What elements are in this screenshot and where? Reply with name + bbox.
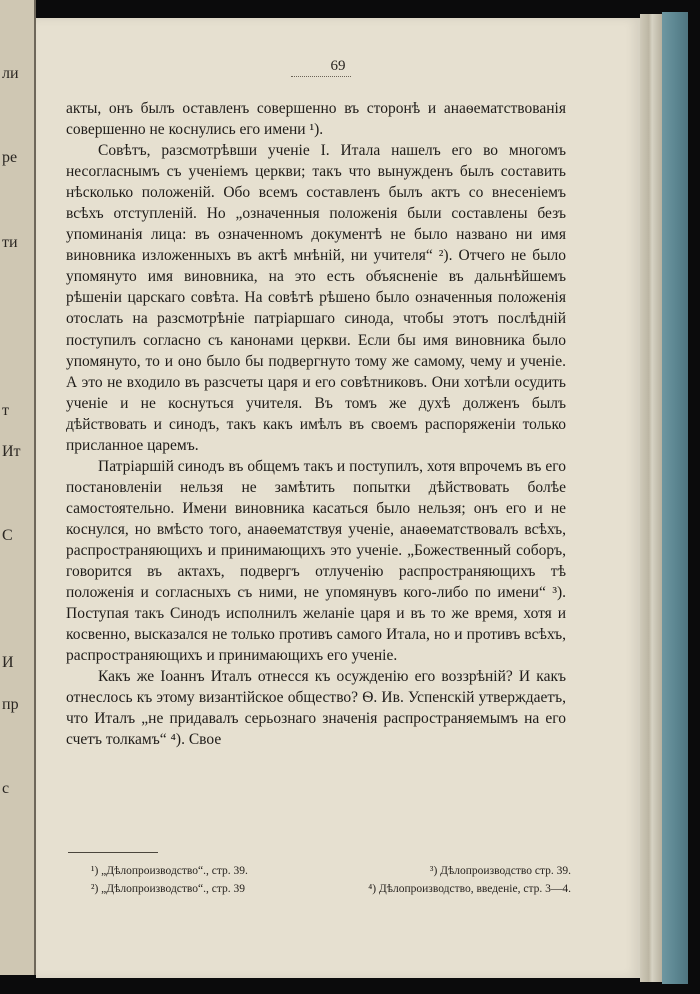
paragraph: акты, онъ былъ оставленъ совершенно въ сторонѣ и анаѳематствованія совершенно не коснулись его имени ¹).: [66, 100, 566, 139]
footnote: ⁴) Дѣлопроизводство, введеніе, стр. 3—4.: [368, 883, 571, 895]
book-cover-edge: [662, 12, 688, 984]
left-page-edge: [0, 0, 36, 975]
footnote-rule: [68, 852, 158, 853]
book-page: [36, 18, 640, 978]
footnote: ³) Дѣлопроизводство стр. 39.: [430, 865, 571, 877]
footnotes: [91, 862, 571, 898]
paragraph: Совѣтъ, разсмотрѣвши ученіе І. Итала нашелъ его во многомъ несогласнымъ съ ученіемъ церкви; такъ что вынужденъ былъ составить нѣсколько положеній. Обо всемъ составленъ былъ актъ со внесеніемъ всѣхъ отступленій. Но „означенныя положенія были составлены безъ упоминанія лица: въ означенномъ документѣ не было названо ни имя виновника изложенныхъ въ актѣ мнѣній, ни учителя“ ²). Отчего не было упомянуто имя виновника, на это есть объясненіе въ дальнѣйшемъ рѣшеніи царскаго совѣта. На совѣтѣ рѣшено было означенныя положенія отослать на разсмотрѣніе патріаршаго синода, чтобы этотъ послѣдній поступилъ согласно съ канонами церкви. Если бы имя виновника было упомянуто, то и оно было бы подвергнуто тому же самому, чему и ученіе. А это не входило въ разсчеты царя и его совѣтниковъ. Они хотѣли осудить ученіе и не коснуться учителя. Въ томъ же духѣ долженъ былъ дѣйствовать и синодъ, такъ какъ имѣлъ въ своемъ распоряженіи только присланное царемъ.: [66, 142, 566, 454]
left-page-fragment: И: [2, 654, 14, 671]
left-page-fragment: ре: [2, 149, 18, 166]
footnote-row: [91, 862, 571, 880]
footnote: ²) „Дѣлопроизводство“., стр. 39: [91, 883, 246, 895]
body-text: [66, 98, 566, 750]
left-page-fragment: ли: [2, 65, 19, 82]
left-page-fragment: Ит: [2, 443, 21, 460]
paragraph: Патріаршій синодъ въ общемъ такъ и поступилъ, хотя впрочемъ въ его постановленіи нельзя не замѣтить попытки дѣйствовать болѣе самостоятельно. Имени виновника касаться было нельзя; онъ его и не коснулся, но вмѣсто того, анаѳематствуя ученіе, анаѳематствовалъ всѣхъ, распространяющихъ и принимающихъ это ученіе. „Божественный соборъ, говорится въ актахъ, подвергъ отлученію распространяющихъ тѣ положенія и согласныхъ съ ними, не упомянувъ кого-либо по имени“ ³). Поступая такъ Синодъ исполнилъ желаніе царя и въ то же время, хотя и косвенно, высказался не только противъ самого Итала, но и противъ всѣхъ, распространяющихъ и принимающихъ его ученіе.: [66, 457, 566, 665]
page-number-rule: [291, 76, 351, 78]
left-page-fragment: С: [2, 527, 13, 544]
left-page-fragment: т: [2, 402, 9, 419]
paragraph: Какъ же Іоаннъ Италъ отнесся къ осужденію его воззрѣній? И какъ отнеслось къ этому византійское общество? Ѳ. Ив. Успенскій утверждаетъ, что Италъ „не придавалъ серьознаго значенія распространяемымъ на его счетъ толкамъ“ ⁴). Свое: [66, 668, 566, 749]
left-page-fragment: с: [2, 780, 10, 797]
page-number: 69: [330, 58, 346, 74]
left-page-fragment: ти: [2, 234, 18, 251]
footnote: ¹) „Дѣлопроизводство“., стр. 39.: [91, 865, 248, 877]
left-page-fragment: пр: [2, 696, 19, 713]
page-stack-edge: [640, 14, 662, 982]
footnote-row: [91, 880, 571, 898]
